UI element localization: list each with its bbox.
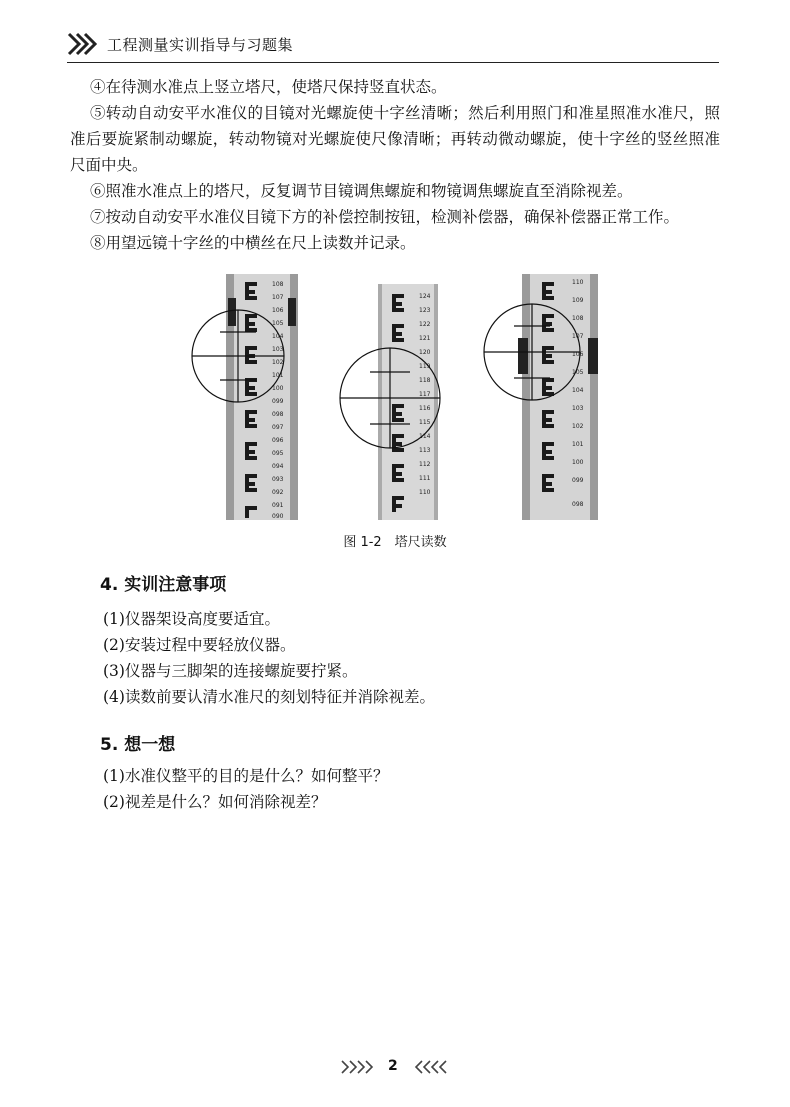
page-footer <box>0 1054 790 1084</box>
ruler-1-tick-label: 102 <box>272 359 284 366</box>
ruler-1-tick-label: 105 <box>272 320 284 327</box>
ruler-photo-3 <box>484 274 598 520</box>
ruler-2-tick-label: 121 <box>419 335 431 342</box>
running-header <box>67 30 719 63</box>
ruler-2-tick-label: 118 <box>419 377 431 384</box>
list-item: (3)仪器与三脚架的连接螺旋要拧紧。 <box>103 662 358 680</box>
figure-caption: 图 1-2 塔尺读数 <box>343 535 447 550</box>
ruler-1-tick-label: 103 <box>272 346 284 353</box>
ruler-2-tick-label: 117 <box>419 391 431 398</box>
ruler-1-tick-label: 093 <box>272 476 284 483</box>
list-item: (4)读数前要认清水准尺的刻划特征并消除视差。 <box>103 688 435 706</box>
ruler-1-tick-label: 090 <box>272 513 284 520</box>
ruler-1-tick-label: 101 <box>272 372 284 379</box>
ruler-1-tick-label: 106 <box>272 307 284 314</box>
step-7: ⑦按动自动安平水准仪目镜下方的补偿控制按钮，检测补偿器，确保补偿器正常工作。 <box>90 208 680 226</box>
ruler-1-tick-label: 097 <box>272 424 284 431</box>
ruler-3-tick-label: 103 <box>572 405 584 412</box>
ruler-3-tick-label: 105 <box>572 369 584 376</box>
step-8: ⑧用望远镜十字丝的中横丝在尺上读数并记录。 <box>90 234 416 252</box>
header-title: 工程测量实训指导与习题集 <box>107 36 294 54</box>
left-chevrons-icon <box>408 1060 448 1074</box>
ruler-2-tick-label: 114 <box>419 433 431 440</box>
ruler-2-tick-label: 123 <box>419 307 431 314</box>
ruler-2-tick-label: 122 <box>419 321 431 328</box>
ruler-2-tick-label: 115 <box>419 419 431 426</box>
ruler-photo-2 <box>340 284 440 520</box>
ruler-1-tick-label: 107 <box>272 294 284 301</box>
ruler-2-crosshair-reticle <box>340 348 440 448</box>
ruler-2-tick-label: 119 <box>419 363 431 370</box>
ruler-3-tick-label: 104 <box>572 387 584 394</box>
ruler-2-tick-label: 110 <box>419 489 431 496</box>
section-4-title: 4. 实训注意事项 <box>100 575 227 595</box>
list-item: (1)水准仪整平的目的是什么？如何整平？ <box>103 767 389 785</box>
ruler-3-tick-label: 109 <box>572 297 584 304</box>
ruler-1-tick-label: 104 <box>272 333 284 340</box>
ruler-3-tick-label: 107 <box>572 333 584 340</box>
ruler-3-tick-label: 106 <box>572 351 584 358</box>
ruler-2-tick-label: 124 <box>419 293 431 300</box>
ruler-3-crosshair-reticle <box>484 304 580 400</box>
ruler-2-tick-label: 111 <box>419 475 431 482</box>
ruler-1-tick-label: 098 <box>272 411 284 418</box>
section-5-title: 5. 想一想 <box>100 735 176 755</box>
ruler-1-tick-label: 095 <box>272 450 284 457</box>
ruler-1-tick-label: 092 <box>272 489 284 496</box>
ruler-1-tick-label: 094 <box>272 463 284 470</box>
procedure-steps <box>70 74 720 256</box>
ruler-3-tick-label: 108 <box>572 315 584 322</box>
ruler-2-tick-label: 113 <box>419 447 431 454</box>
section-4-list <box>103 606 435 710</box>
ruler-3-tick-label: 099 <box>572 477 584 484</box>
page-number: 2 <box>388 1058 398 1074</box>
ruler-1-tick-label: 108 <box>272 281 284 288</box>
list-item: (2)安装过程中要轻放仪器。 <box>103 636 296 654</box>
ruler-1-tick-label: 099 <box>272 398 284 405</box>
ruler-2-tick-label: 116 <box>419 405 431 412</box>
ruler-1-tick-label: 096 <box>272 437 284 444</box>
ruler-3-tick-label: 098 <box>572 501 584 508</box>
right-chevrons-icon <box>340 1060 380 1074</box>
ruler-2-tick-label: 120 <box>419 349 431 356</box>
list-item: (2)视差是什么？如何消除视差？ <box>103 793 327 811</box>
step-4: ④在待测水准点上竖立塔尺，使塔尺保持竖直状态。 <box>90 78 447 96</box>
leveling-rod-readings-figure <box>190 274 605 524</box>
ruler-1-crosshair-reticle <box>192 310 284 402</box>
step-5: ⑤转动自动安平水准仪的目镜对光螺旋使十字丝清晰；然后利用照门和准星照准水准尺，照准后要旋紧制动螺旋，转动物镜对光螺旋使尺像清晰；再转动微动螺旋，使十字丝的竖丝照准尺面中央。 <box>70 104 720 174</box>
section-5-list <box>103 763 388 815</box>
ruler-3-tick-label: 102 <box>572 423 584 430</box>
double-chevron-icon <box>67 32 101 56</box>
step-6: ⑥照准水准点上的塔尺，反复调节目镜调焦螺旋和物镜调焦螺旋直至消除视差。 <box>90 182 633 200</box>
list-item: (1)仪器架设高度要适宜。 <box>103 610 280 628</box>
ruler-3-tick-label: 101 <box>572 441 584 448</box>
ruler-1-tick-label: 091 <box>272 502 284 509</box>
ruler-3-tick-label: 110 <box>572 279 584 286</box>
ruler-2-tick-label: 112 <box>419 461 431 468</box>
ruler-3-tick-label: 100 <box>572 459 584 466</box>
ruler-photo-1 <box>192 274 298 520</box>
ruler-1-tick-label: 100 <box>272 385 284 392</box>
